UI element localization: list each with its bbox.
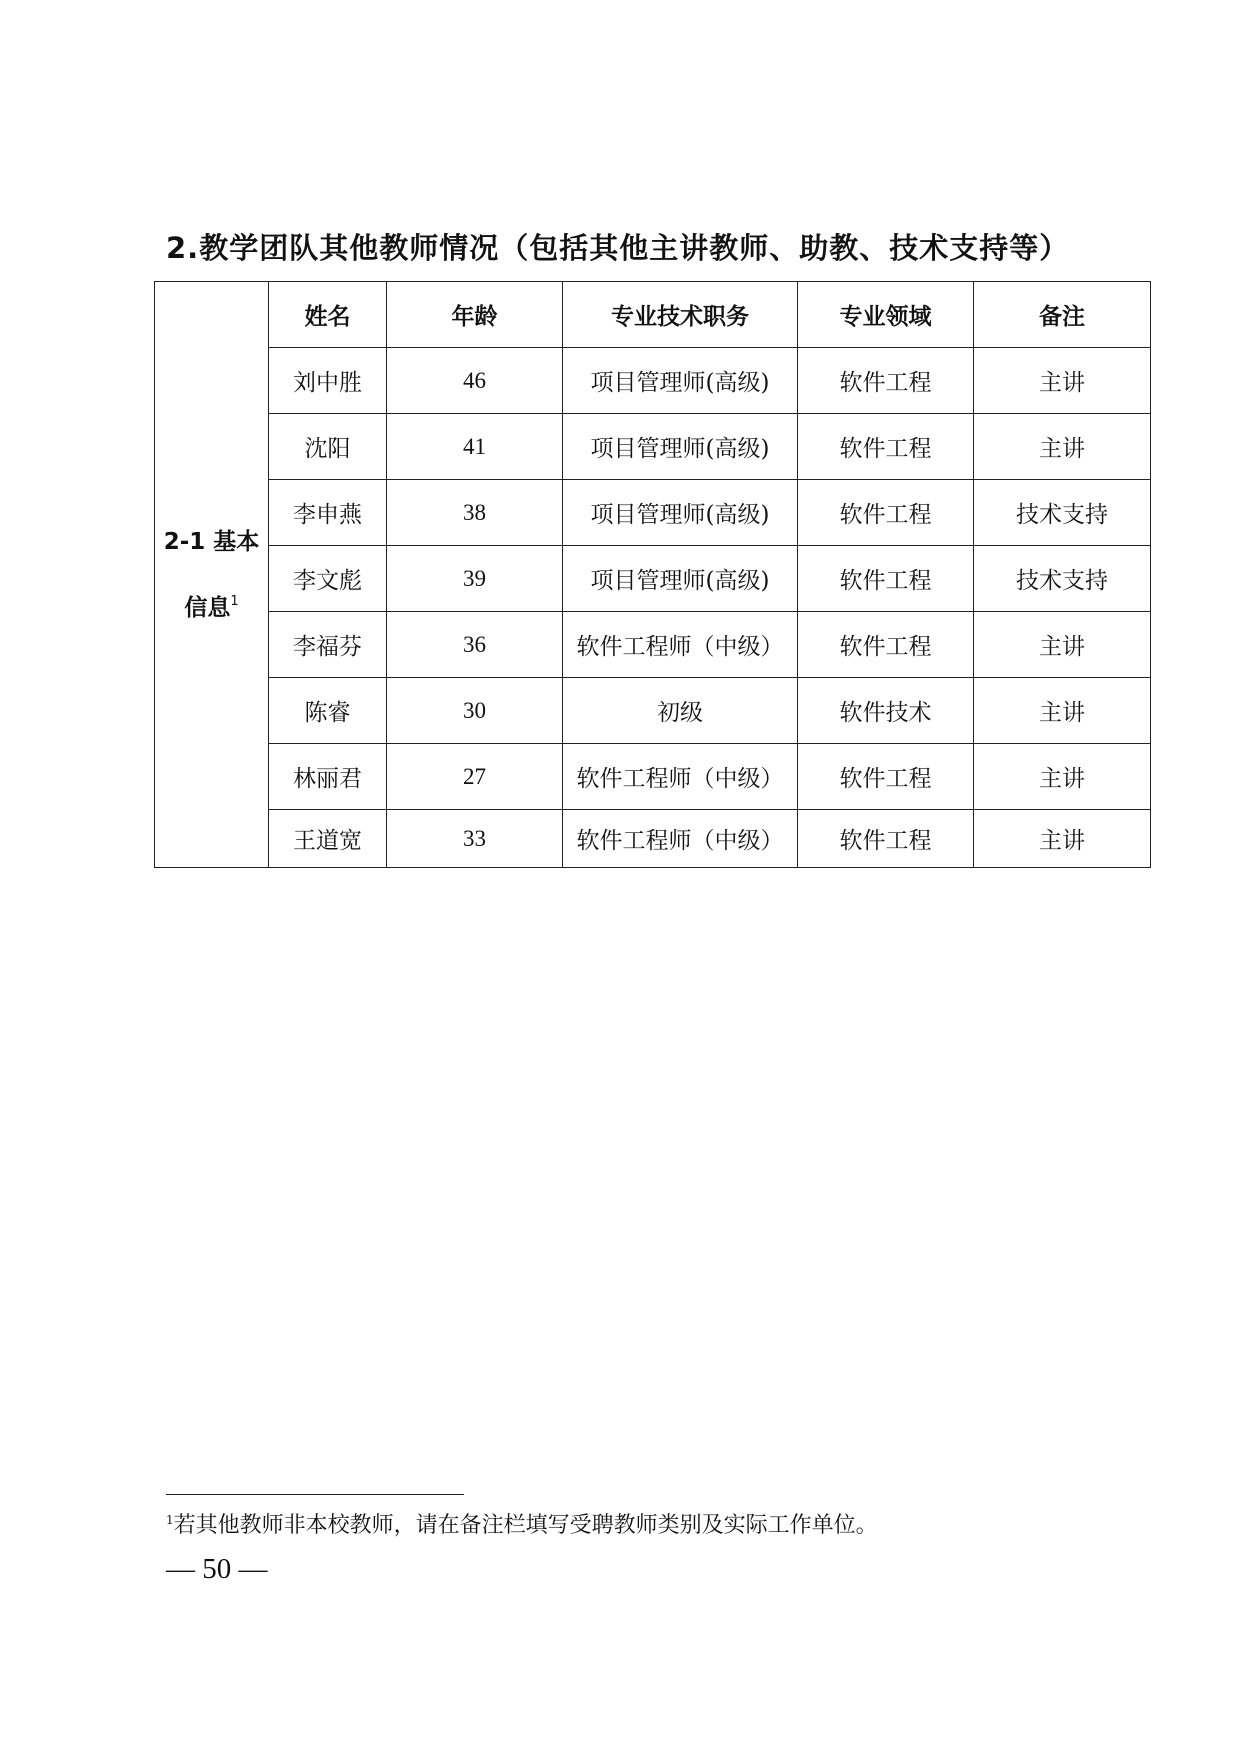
table-row <box>155 480 1151 546</box>
table-row <box>155 810 1151 868</box>
cell-age: 27 <box>387 744 563 810</box>
table-row <box>155 546 1151 612</box>
footnote-text: 若其他教师非本校教师，请在备注栏填写受聘教师类别及实际工作单位。 <box>173 1513 878 1538</box>
cell-title: 初级 <box>563 678 798 744</box>
table-row <box>155 348 1151 414</box>
cell-note: 技术支持 <box>974 546 1151 612</box>
cell-field: 软件工程 <box>798 612 974 678</box>
section-heading: 2.教学团队其他教师情况（包括其他主讲教师、助教、技术支持等） <box>166 231 1070 265</box>
table-row <box>155 744 1151 810</box>
cell-age: 36 <box>387 612 563 678</box>
cell-title: 软件工程师（中级） <box>563 810 798 868</box>
cell-age: 41 <box>387 414 563 480</box>
cell-note: 技术支持 <box>974 480 1151 546</box>
header-age: 年龄 <box>387 282 563 348</box>
cell-age: 38 <box>387 480 563 546</box>
cell-field: 软件工程 <box>798 480 974 546</box>
table-row <box>155 414 1151 480</box>
cell-field: 软件工程 <box>798 810 974 868</box>
cell-name: 李福芬 <box>269 612 387 678</box>
teacher-info-table <box>154 281 1151 868</box>
cell-note: 主讲 <box>974 744 1151 810</box>
header-note: 备注 <box>974 282 1151 348</box>
cell-name: 李申燕 <box>269 480 387 546</box>
cell-field: 软件技术 <box>798 678 974 744</box>
cell-title: 项目管理师(高级) <box>563 480 798 546</box>
cell-name: 林丽君 <box>269 744 387 810</box>
cell-age: 30 <box>387 678 563 744</box>
cell-title: 软件工程师（中级） <box>563 744 798 810</box>
cell-field: 软件工程 <box>798 414 974 480</box>
cell-title: 项目管理师(高级) <box>563 348 798 414</box>
footnote-marker: 1 <box>166 1513 174 1527</box>
cell-note: 主讲 <box>974 678 1151 744</box>
cell-title: 项目管理师(高级) <box>563 546 798 612</box>
cell-field: 软件工程 <box>798 348 974 414</box>
header-title: 专业技术职务 <box>563 282 798 348</box>
cell-title: 项目管理师(高级) <box>563 414 798 480</box>
cell-age: 39 <box>387 546 563 612</box>
table-row <box>155 678 1151 744</box>
section-label-line1: 2-1 基本 <box>163 528 260 555</box>
footnote <box>166 1508 878 1539</box>
cell-name: 陈睿 <box>269 678 387 744</box>
page-number: — 50 — <box>166 1553 268 1585</box>
section-label-line2: 信息 <box>184 594 231 621</box>
cell-name: 王道宽 <box>269 810 387 868</box>
cell-note: 主讲 <box>974 810 1151 868</box>
table-row <box>155 612 1151 678</box>
section-label-cell <box>155 282 269 868</box>
cell-note: 主讲 <box>974 612 1151 678</box>
footnote-divider <box>166 1494 464 1495</box>
cell-name: 沈阳 <box>269 414 387 480</box>
cell-name: 李文彪 <box>269 546 387 612</box>
header-field: 专业领域 <box>798 282 974 348</box>
cell-note: 主讲 <box>974 414 1151 480</box>
header-name: 姓名 <box>269 282 387 348</box>
cell-age: 46 <box>387 348 563 414</box>
footnote-ref: 1 <box>230 593 239 609</box>
cell-title: 软件工程师（中级） <box>563 612 798 678</box>
cell-name: 刘中胜 <box>269 348 387 414</box>
table-header-row <box>155 282 1151 348</box>
cell-field: 软件工程 <box>798 546 974 612</box>
cell-age: 33 <box>387 810 563 868</box>
cell-field: 软件工程 <box>798 744 974 810</box>
cell-note: 主讲 <box>974 348 1151 414</box>
